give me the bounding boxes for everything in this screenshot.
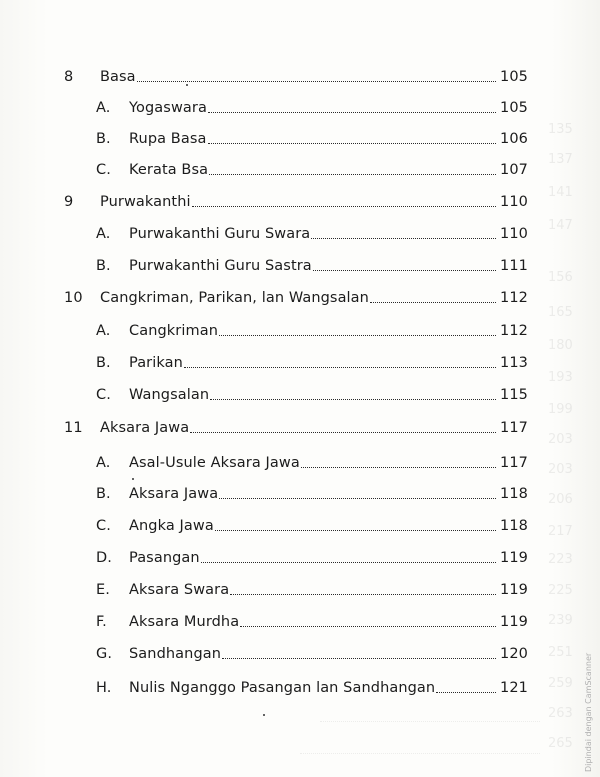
section-letter: H. (96, 680, 112, 696)
toc-section-row (96, 513, 528, 535)
bleed-through-text: 141 (548, 185, 573, 200)
toc-section-row (96, 481, 528, 503)
page-number: 105 (500, 100, 528, 116)
page-number: 112 (500, 323, 528, 339)
dot-leader (219, 334, 496, 336)
page-number: 119 (500, 582, 528, 598)
dot-leader (201, 561, 496, 563)
section-letter: G. (96, 646, 113, 662)
toc-chapter-row (64, 64, 528, 86)
toc-section-row (96, 450, 528, 472)
section-letter: C. (96, 162, 111, 178)
chapter-number: 8 (64, 69, 74, 85)
toc-section-row (96, 95, 528, 117)
section-title: Wangsalan (129, 387, 210, 403)
page-number: 119 (500, 550, 528, 566)
scan-speck (132, 478, 134, 480)
scan-speck (263, 714, 265, 716)
section-letter: A. (96, 100, 111, 116)
chapter-title: Purwakanthi (100, 194, 191, 210)
section-title: Cangkriman (129, 323, 218, 339)
toc-section-row (96, 577, 528, 599)
toc-chapter-row (64, 415, 528, 437)
page-number: 118 (500, 518, 528, 534)
dot-leader (240, 625, 496, 627)
section-title: Purwakanthi Guru Swara (129, 226, 311, 242)
section-letter: C. (96, 518, 111, 534)
section-letter: A. (96, 455, 111, 471)
bleed-through-text: 203 (548, 462, 573, 477)
scanner-watermark-text: Dipindai dengan CamScanner (584, 652, 593, 772)
section-title: Asal-Usule Aksara Jawa (129, 455, 300, 471)
toc-section-row (96, 318, 528, 340)
bleed-through-leader (320, 720, 540, 722)
section-title: Sandhangan (129, 646, 222, 662)
section-title: Angka Jawa (129, 518, 214, 534)
chapter-number: 9 (64, 194, 74, 210)
dot-leader (184, 366, 496, 368)
page-number: 115 (500, 387, 528, 403)
chapter-title: Cangkriman, Parikan, lan Wangsalan (100, 290, 369, 306)
section-letter: D. (96, 550, 112, 566)
bleed-through-text: 225 (548, 583, 573, 598)
dot-leader (230, 593, 496, 595)
dot-leader (192, 205, 496, 207)
bleed-through-text: 259 (548, 676, 573, 691)
page-number: 121 (500, 680, 528, 696)
bleed-through-text: 263 (548, 706, 573, 721)
toc-section-row (96, 221, 528, 243)
bleed-through-text: 223 (548, 552, 573, 567)
dot-leader (370, 301, 496, 303)
section-letter: B. (96, 486, 111, 502)
dot-leader (209, 173, 496, 175)
section-title: Kerata Bsa (129, 162, 209, 178)
dot-leader (301, 466, 496, 468)
page-number: 106 (500, 131, 528, 147)
toc-section-row (96, 157, 528, 179)
section-title: Aksara Jawa (129, 486, 219, 502)
section-title: Pasangan (129, 550, 200, 566)
toc-section-row (96, 609, 528, 631)
section-letter: A. (96, 226, 111, 242)
page-number: 111 (500, 258, 528, 274)
chapter-title: Aksara Jawa (100, 420, 190, 436)
bleed-through-text: 137 (548, 152, 573, 167)
section-title: Rupa Basa (129, 131, 207, 147)
bleed-through-text: 217 (548, 524, 573, 539)
page-number: 118 (500, 486, 528, 502)
section-title: Nulis Nganggo Pasangan lan Sandhangan (129, 680, 436, 696)
section-letter: F. (96, 614, 107, 630)
page-number: 113 (500, 355, 528, 371)
section-letter: C. (96, 387, 111, 403)
bleed-through-text: 147 (548, 218, 573, 233)
toc-chapter-row (64, 285, 528, 307)
section-letter: A. (96, 323, 111, 339)
toc-chapter-row (64, 189, 528, 211)
section-title: Yogaswara (129, 100, 207, 116)
bleed-through-text: 135 (548, 122, 573, 137)
section-letter: B. (96, 355, 111, 371)
section-letter: B. (96, 258, 111, 274)
dot-leader (208, 142, 497, 144)
scanner-watermark (572, 640, 593, 775)
page-number: 107 (500, 162, 528, 178)
page-number: 117 (500, 455, 528, 471)
section-title: Aksara Murdha (129, 614, 240, 630)
dot-leader (210, 398, 496, 400)
bleed-through-text: 206 (548, 492, 573, 507)
toc-section-row (96, 641, 528, 663)
dot-leader (313, 269, 496, 271)
chapter-number: 10 (64, 290, 83, 306)
dot-leader (137, 80, 496, 82)
bleed-through-text: 180 (548, 338, 573, 353)
dot-leader (222, 657, 496, 659)
dot-leader (215, 529, 496, 531)
page-number: 112 (500, 290, 528, 306)
dot-leader (311, 237, 496, 239)
page-number: 119 (500, 614, 528, 630)
bleed-through-text: 239 (548, 613, 573, 628)
page-number: 110 (500, 226, 528, 242)
toc-section-row (96, 545, 528, 567)
section-title: Purwakanthi Guru Sastra (129, 258, 312, 274)
dot-leader (436, 691, 496, 693)
chapter-number: 11 (64, 420, 83, 436)
page-number: 120 (500, 646, 528, 662)
section-title: Parikan (129, 355, 183, 371)
section-letter: E. (96, 582, 110, 598)
chapter-title: Basa (100, 69, 136, 85)
bleed-through-leader (300, 752, 540, 754)
dot-leader (190, 431, 496, 433)
toc-section-row (96, 382, 528, 404)
bleed-through-text: 193 (548, 370, 573, 385)
toc-section-row (96, 126, 528, 148)
page-number: 105 (500, 69, 528, 85)
bleed-through-text: 156 (548, 270, 573, 285)
toc-section-row (96, 350, 528, 372)
section-letter: B. (96, 131, 111, 147)
toc-section-row (96, 675, 528, 697)
bleed-through-text: 165 (548, 305, 573, 320)
dot-leader (219, 497, 496, 499)
toc-section-row (96, 253, 528, 275)
bleed-through-text: 251 (548, 645, 573, 660)
page-number: 117 (500, 420, 528, 436)
page-number: 110 (500, 194, 528, 210)
bleed-through-text: 265 (548, 736, 573, 751)
bleed-through-text: 199 (548, 402, 573, 417)
bleed-through-text: 203 (548, 432, 573, 447)
section-title: Aksara Swara (129, 582, 230, 598)
dot-leader (208, 111, 496, 113)
